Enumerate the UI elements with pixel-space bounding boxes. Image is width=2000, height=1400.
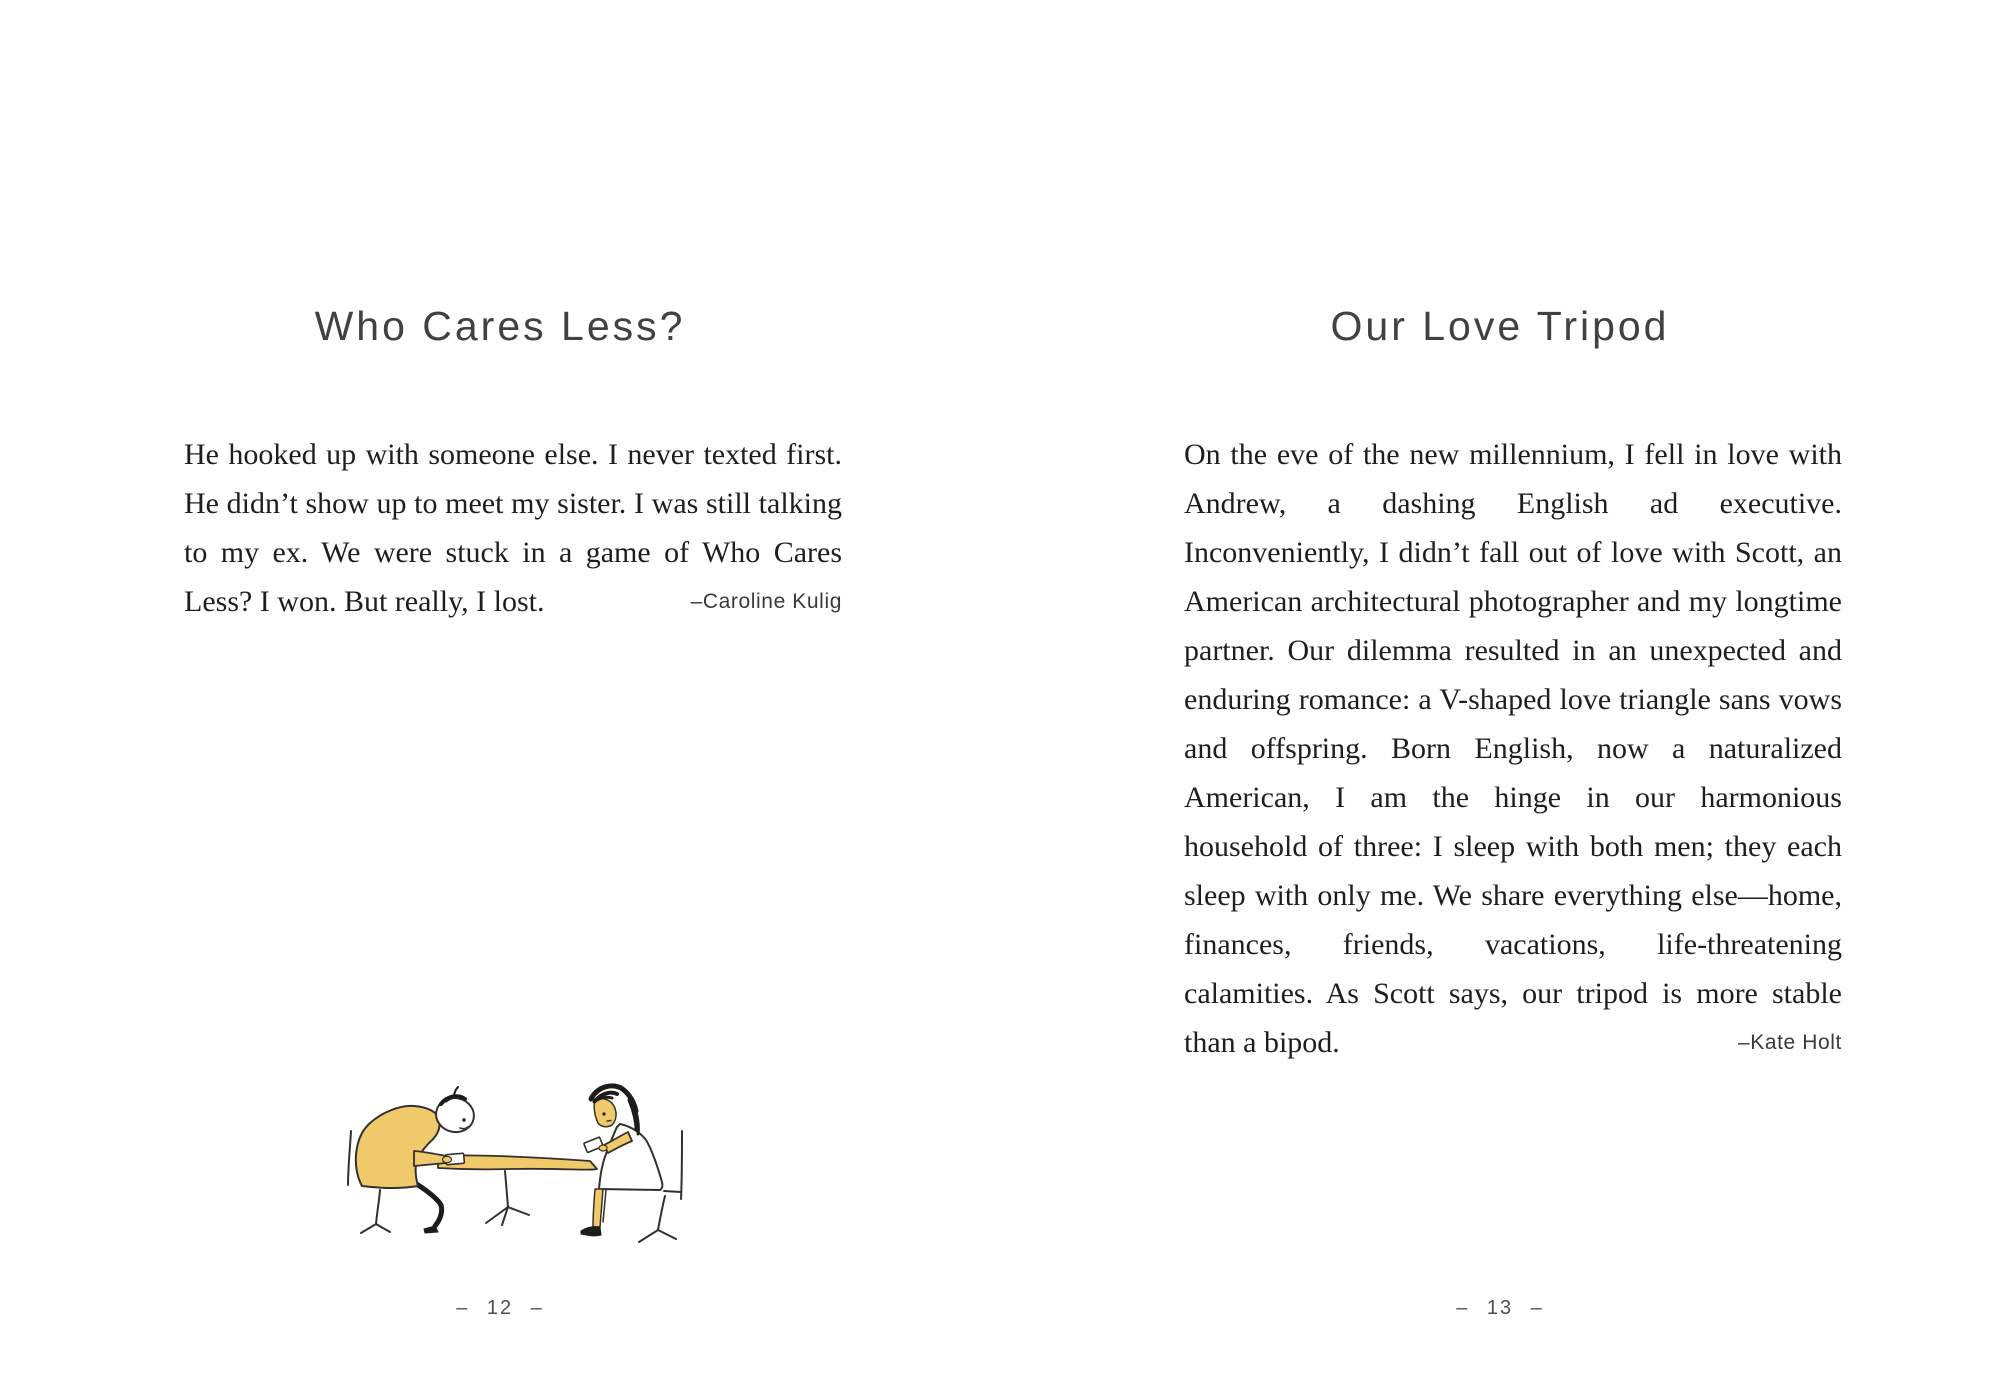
- right-page-number: – 13 –: [1456, 1297, 1544, 1319]
- right-page-body: [1184, 430, 1842, 1067]
- right-person-leg: [593, 1189, 603, 1227]
- right-person-dress: [599, 1124, 662, 1190]
- left-person-shoe: [424, 1226, 438, 1233]
- right-body-text: On the eve of the new millennium, I fell in love with Andrew, a dashing English ad executive. Inconveniently, I didn’t fall out of love with Scott, an American architectural photographer and my longtime partner. Our dilemma resulted in an unexpected and enduring romance: a V-shaped love triangle sans vows and offspring. Born English, now a naturalized American, I am the hinge in our harmonious household of three: I sleep with both men; they each sleep with only me. We share everything else—home, finances, friends, vacations, life-threatening calamities. As Scott says, our tripod is more stable than a bipod.: [1184, 438, 1842, 1059]
- left-person-leg: [415, 1183, 442, 1226]
- left-person-robe: [356, 1106, 440, 1188]
- left-page-title: Who Cares Less?: [314, 303, 686, 349]
- right-person-face: [594, 1099, 616, 1127]
- left-page-number: – 12 –: [456, 1297, 544, 1319]
- right-page-attribution: –Kate Holt: [1737, 1031, 1842, 1054]
- right-person-leg-back: [603, 1190, 606, 1222]
- left-body-text: He hooked up with someone else. I never texted first. He didn’t show up to meet my sister. I was still talking to my ex. We were stuck in a game of Who Cares Less? I won. But really, I lost.: [184, 438, 842, 618]
- left-person-arm: [414, 1151, 446, 1166]
- right-page: [1000, 0, 2000, 1400]
- right-person-eye: [602, 1112, 605, 1115]
- table: [438, 1155, 597, 1225]
- card-game-illustration: [340, 1072, 688, 1258]
- left-person: [356, 1087, 477, 1233]
- left-person-eye: [462, 1118, 465, 1121]
- right-person-mouth: [607, 1121, 611, 1122]
- right-page-title: Our Love Tripod: [1330, 303, 1670, 349]
- right-person-shoe: [581, 1227, 601, 1236]
- left-person-hand: [443, 1156, 452, 1162]
- right-person: [581, 1086, 662, 1236]
- left-page-body: [184, 430, 842, 626]
- right-person-hand: [599, 1145, 607, 1151]
- left-page-attribution: –Caroline Kulig: [690, 590, 842, 613]
